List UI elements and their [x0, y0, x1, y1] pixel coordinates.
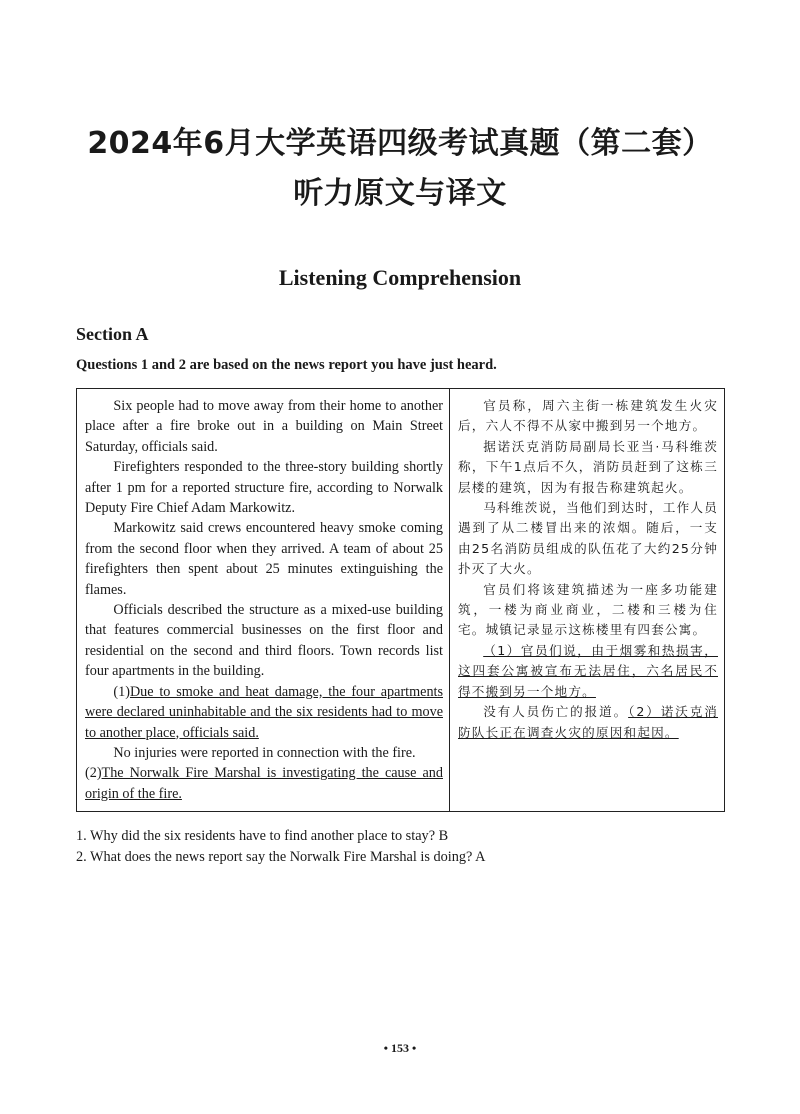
transcript-table	[76, 388, 725, 812]
part-heading: Listening Comprehension	[278, 265, 522, 290]
english-paragraph-q2	[85, 763, 443, 804]
page-number: • 153 •	[383, 1041, 417, 1055]
english-paragraph: Six people had to move away from their home to another place after a fire broke out in a building on Main Street Saturday, officials said.	[85, 398, 443, 455]
chinese-translation-column	[450, 389, 724, 811]
chinese-paragraph: 官员们将该建筑描述为一座多功能建筑，一楼为商业商业，二楼和三楼为住宅。城镇记录显示这栋楼里有四套公寓。	[458, 581, 718, 638]
underlined-answer-text: （2）诺沃克消防队长正在调查火灾的原因和起因。	[458, 704, 718, 740]
chinese-paragraph-q1: （1）官员们说，由于烟雾和热损害，这四套公寓被宣布无法居住，六名居民不得不搬到另一个地方。	[458, 642, 718, 699]
english-paragraph: Markowitz said crews encountered heavy smoke coming from the second floor when they arrived. A team of about 25 firefighters then spent about 25 minutes extinguishing the flames.	[85, 520, 443, 598]
chinese-paragraph: 据诺沃克消防局副局长亚当·马科维茨称，下午1点后不久，消防员赶到了这栋三层楼的建筑，因为有报告称建筑起火。	[458, 438, 718, 495]
page-title: 2024年6月大学英语四级考试真题（第二套）	[87, 126, 713, 161]
underlined-answer-text: Due to smoke and heat damage, the four apartments were declared uninhabitable and the six residents had to move to another place, officials said.	[85, 683, 443, 741]
answer-item: 1. Why did the six residents have to find another place to stay? B	[76, 828, 449, 844]
english-paragraph: Firefighters responded to the three-story building shortly after 1 pm for a reported structure fire, according to Norwalk Deputy Fire Chief Adam Markowitz.	[85, 459, 443, 517]
page-subtitle: 听力原文与译文	[293, 176, 507, 211]
english-paragraph-q1	[85, 682, 443, 743]
answer-item: 2. What does the news report say the Norwalk Fire Marshal is doing? A	[76, 849, 486, 865]
chinese-paragraph: 马科维茨说，当他们到达时，工作人员遇到了从二楼冒出来的浓烟。随后，一支由25名消防员组成的队伍花了大约25分钟扑灭了大火。	[458, 500, 718, 577]
english-paragraph: Officials described the structure as a mixed-use building that features commercial businesses on the first floor and residential on the second and third floors. Town records list four apartments in the building.	[85, 602, 443, 680]
english-transcript-column	[77, 389, 450, 811]
chinese-paragraph-q2	[458, 702, 718, 743]
english-paragraph: No injuries were reported in connection with the fire.	[113, 744, 416, 761]
question-number-marker: (1)	[113, 683, 130, 700]
section-heading: Section A	[76, 324, 149, 344]
question-number-marker: (2)	[85, 765, 102, 782]
underlined-answer-text: The Norwalk Fire Marshal is investigating the cause and origin of the fire.	[85, 765, 443, 802]
chinese-sentence: 没有人员伤亡的报道。	[483, 704, 629, 720]
chinese-paragraph: 官员称，周六主街一栋建筑发生火灾后，六人不得不从家中搬到另一个地方。	[458, 398, 718, 434]
answer-list	[76, 826, 486, 868]
question-instruction: Questions 1 and 2 are based on the news report you have just heard.	[76, 357, 497, 373]
